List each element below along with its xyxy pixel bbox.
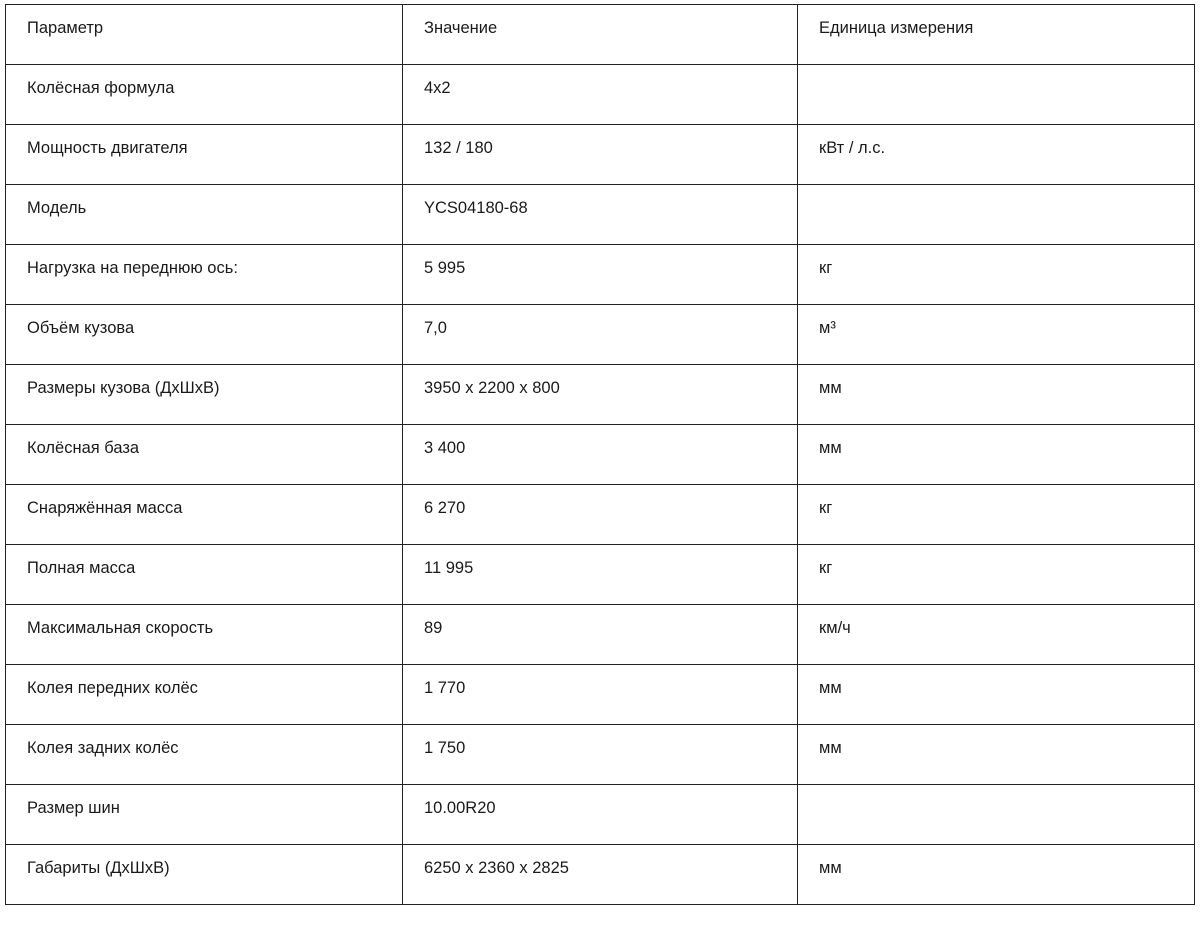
value-text: 3 400 bbox=[424, 439, 466, 457]
spec-table bbox=[5, 4, 1195, 905]
value-cell bbox=[403, 245, 798, 305]
parameter-cell bbox=[6, 125, 403, 185]
parameter-cell bbox=[6, 365, 403, 425]
unit-text bbox=[819, 65, 1194, 78]
parameter-text: Модель bbox=[27, 199, 87, 217]
parameter-cell bbox=[6, 785, 403, 845]
table-row bbox=[6, 545, 1195, 605]
header-label: Единица измерения bbox=[819, 19, 974, 37]
table-row bbox=[6, 785, 1195, 845]
value-text: 132 / 180 bbox=[424, 139, 493, 157]
parameter-text: Мощность двигателя bbox=[27, 139, 188, 157]
parameter-cell bbox=[6, 65, 403, 125]
table-row bbox=[6, 845, 1195, 905]
unit-text: мм bbox=[819, 739, 842, 757]
unit-cell bbox=[798, 305, 1195, 365]
table-row bbox=[6, 65, 1195, 125]
unit-cell bbox=[798, 845, 1195, 905]
unit-text bbox=[819, 185, 1194, 198]
unit-text: м³ bbox=[819, 319, 836, 337]
unit-text: мм bbox=[819, 439, 842, 457]
value-text: 3950 x 2200 x 800 bbox=[424, 379, 560, 397]
unit-cell bbox=[798, 365, 1195, 425]
unit-text bbox=[819, 785, 1194, 798]
value-cell bbox=[403, 485, 798, 545]
unit-cell bbox=[798, 665, 1195, 725]
value-cell bbox=[403, 425, 798, 485]
parameter-cell bbox=[6, 425, 403, 485]
unit-cell bbox=[798, 125, 1195, 185]
parameter-cell bbox=[6, 545, 403, 605]
value-cell bbox=[403, 545, 798, 605]
table-row bbox=[6, 365, 1195, 425]
value-text: YCS04180-68 bbox=[424, 199, 528, 217]
parameter-text: Колёсная база bbox=[27, 439, 140, 457]
value-cell bbox=[403, 125, 798, 185]
value-text: 7,0 bbox=[424, 319, 447, 337]
table-row bbox=[6, 485, 1195, 545]
value-text: 6 270 bbox=[424, 499, 466, 517]
parameter-text: Колея задних колёс bbox=[27, 739, 179, 757]
value-text: 1 750 bbox=[424, 739, 466, 757]
parameter-cell bbox=[6, 245, 403, 305]
parameter-text: Размер шин bbox=[27, 799, 120, 817]
unit-cell bbox=[798, 245, 1195, 305]
value-cell bbox=[403, 65, 798, 125]
value-text: 11 995 bbox=[424, 559, 474, 577]
table-row bbox=[6, 425, 1195, 485]
parameter-cell bbox=[6, 845, 403, 905]
value-cell bbox=[403, 305, 798, 365]
table-row bbox=[6, 605, 1195, 665]
value-text: 1 770 bbox=[424, 679, 466, 697]
unit-text: кВт / л.с. bbox=[819, 139, 886, 157]
parameter-cell bbox=[6, 305, 403, 365]
parameter-cell bbox=[6, 185, 403, 245]
parameter-text: Размеры кузова (ДхШхВ) bbox=[27, 379, 220, 397]
parameter-cell bbox=[6, 725, 403, 785]
value-cell bbox=[403, 725, 798, 785]
value-text: 5 995 bbox=[424, 259, 466, 277]
value-cell bbox=[403, 365, 798, 425]
unit-cell bbox=[798, 605, 1195, 665]
unit-cell bbox=[798, 425, 1195, 485]
table-row bbox=[6, 665, 1195, 725]
unit-cell bbox=[798, 485, 1195, 545]
unit-text: кг bbox=[819, 259, 833, 277]
parameter-cell bbox=[6, 665, 403, 725]
parameter-text: Нагрузка на переднюю ось: bbox=[27, 259, 238, 277]
value-cell bbox=[403, 845, 798, 905]
value-text: 89 bbox=[424, 619, 443, 637]
parameter-text: Габариты (ДхШхВ) bbox=[27, 859, 170, 877]
value-cell bbox=[403, 185, 798, 245]
parameter-text: Колея передних колёс bbox=[27, 679, 198, 697]
unit-text: км/ч bbox=[819, 619, 851, 637]
value-text: 10.00R20 bbox=[424, 799, 496, 817]
parameter-text: Максимальная скорость bbox=[27, 619, 214, 637]
value-cell bbox=[403, 605, 798, 665]
unit-text: мм bbox=[819, 859, 842, 877]
unit-text: мм bbox=[819, 679, 842, 697]
table-row bbox=[6, 245, 1195, 305]
unit-cell bbox=[798, 785, 1195, 845]
table-header-row bbox=[6, 5, 1195, 65]
value-cell bbox=[403, 785, 798, 845]
table-row bbox=[6, 725, 1195, 785]
table-row bbox=[6, 305, 1195, 365]
header-label: Значение bbox=[424, 19, 498, 37]
unit-text: мм bbox=[819, 379, 842, 397]
parameter-text: Снаряжённая масса bbox=[27, 499, 183, 517]
unit-cell bbox=[798, 545, 1195, 605]
value-text: 6250 x 2360 x 2825 bbox=[424, 859, 569, 877]
unit-text: кг bbox=[819, 499, 833, 517]
header-label: Параметр bbox=[27, 19, 104, 37]
table-row bbox=[6, 125, 1195, 185]
header-cell-value bbox=[403, 5, 798, 65]
parameter-cell bbox=[6, 485, 403, 545]
header-cell-unit bbox=[798, 5, 1195, 65]
parameter-cell bbox=[6, 605, 403, 665]
value-text: 4x2 bbox=[424, 79, 451, 97]
parameter-text: Колёсная формула bbox=[27, 79, 175, 97]
unit-cell bbox=[798, 725, 1195, 785]
parameter-text: Полная масса bbox=[27, 559, 136, 577]
header-cell-parameter bbox=[6, 5, 403, 65]
unit-cell bbox=[798, 65, 1195, 125]
unit-text: кг bbox=[819, 559, 833, 577]
value-cell bbox=[403, 665, 798, 725]
unit-cell bbox=[798, 185, 1195, 245]
parameter-text: Объём кузова bbox=[27, 319, 135, 337]
table-row bbox=[6, 185, 1195, 245]
